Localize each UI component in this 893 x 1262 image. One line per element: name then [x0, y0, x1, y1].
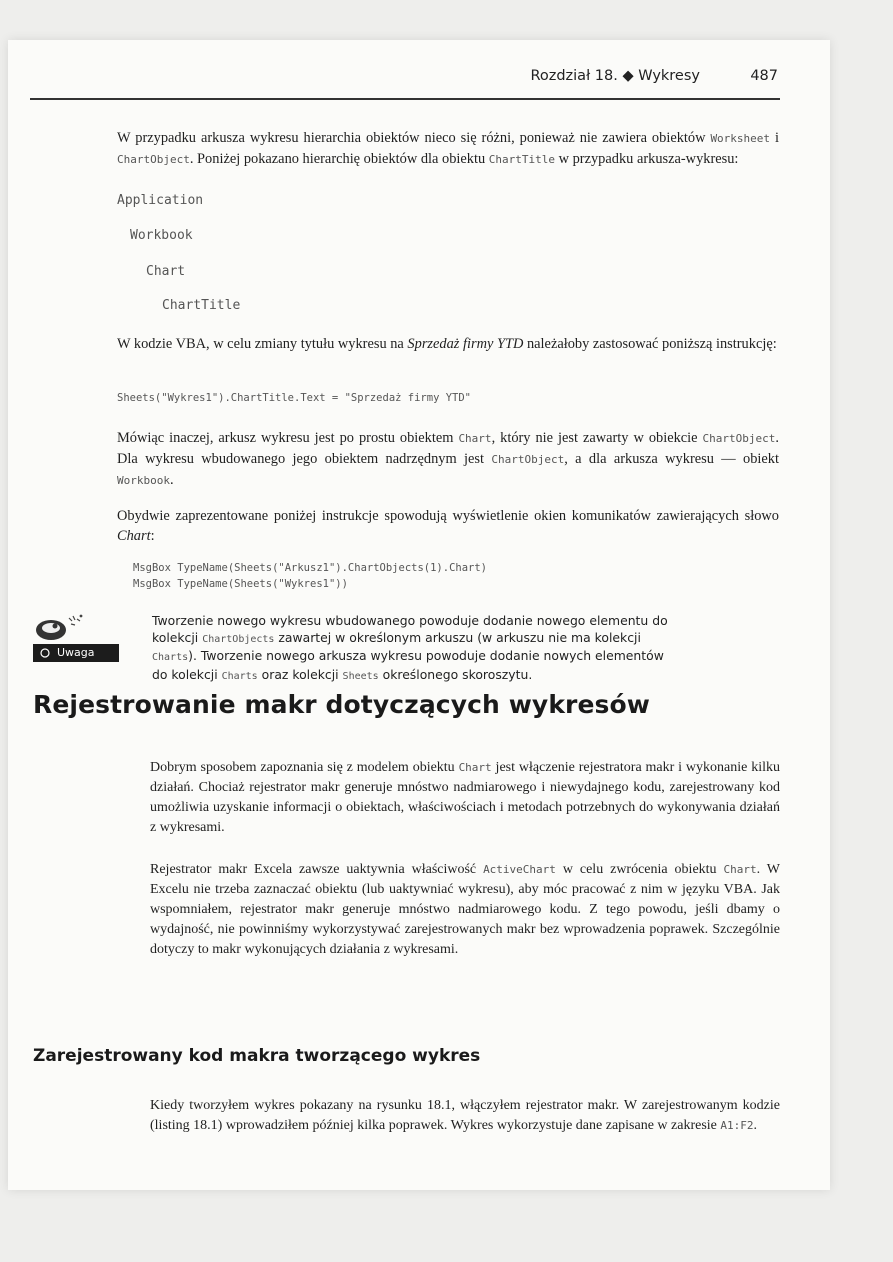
text: W kodzie VBA, w celu zmiany tytułu wykresu na: [117, 336, 408, 352]
code-term: Chart: [723, 863, 757, 876]
hierarchy-level-3: Chart: [146, 264, 186, 279]
code-term: Charts: [152, 652, 189, 663]
hierarchy-level-2: Workbook: [130, 228, 193, 243]
code-term: ChartObject: [117, 153, 190, 166]
hierarchy-level-4: ChartTitle: [162, 298, 241, 313]
code-term: Worksheet: [710, 132, 771, 145]
emphasis: Sprzedaż firmy YTD: [407, 336, 524, 352]
code-term: ChartTitle: [488, 153, 556, 166]
emphasis: Chart: [117, 528, 151, 544]
chapter-title: Rozdział 18. ◆ Wykresy: [530, 68, 700, 84]
code-term: ChartObject: [491, 453, 565, 466]
text: Tworzenie nowego wykresu wbudowanego powoduje dodanie nowego elementu do kolekcji: [152, 613, 668, 645]
text: . Dla wykresu wbudowanego jego obiektem nadrzędnym jest: [117, 430, 779, 467]
text: , a dla arkusza wykresu — obiekt: [564, 451, 779, 467]
code-term: Chart: [458, 761, 492, 774]
code-line: Sheets("Wykres1").ChartTitle.Text = "Sprzedaż firmy YTD": [117, 392, 472, 404]
code-term: ChartObjects: [202, 633, 275, 645]
text: .: [169, 472, 174, 488]
paragraph-4: [117, 506, 779, 546]
text: Mówiąc inaczej, arkusz wykresu jest po prostu obiektem: [117, 430, 459, 446]
text: zawartej w określonym arkuszu (w arkuszu nie ma kolekcji: [274, 629, 641, 645]
text: W przypadku arkusza wykresu hierarchia obiektów nieco się różni, ponieważ nie zawiera obiektów: [117, 130, 711, 146]
code-line: MsgBox TypeName(Sheets("Arkusz1").ChartObjects(1).Chart): [133, 562, 488, 574]
code-term: A1:F2: [720, 1119, 754, 1132]
code-term: Sheets: [342, 670, 379, 682]
text: :: [150, 528, 155, 544]
subsection-heading: Zarejestrowany kod makra tworzącego wykres: [33, 1046, 481, 1066]
paragraph-2: [117, 334, 779, 354]
text: w przypadku arkusza-wykresu:: [555, 151, 739, 167]
code-term: Workbook: [117, 474, 170, 487]
paragraph-3: [117, 428, 779, 491]
text: określonego skoroszytu.: [378, 666, 533, 682]
text: należałoby zastosować poniższą instrukcję:: [523, 336, 777, 352]
code-line: MsgBox TypeName(Sheets("Wykres1")): [133, 578, 348, 590]
text: Dobrym sposobem zapoznania się z modelem obiektu: [150, 760, 459, 775]
section-heading: Rejestrowanie makr dotyczących wykresów: [33, 690, 650, 719]
code-term: ChartObject: [702, 432, 776, 445]
text: i: [770, 130, 779, 146]
text: . W Excelu nie trzeba zaznaczać obiektu (lub uaktywniać wykresu), aby móc pracować z nim w języku VBA. Jak wspomniałem, rejestrator makr generuje mnóstwo nadmiarowego kodu. Z tego powodu, jeśli dbamy o wydajność, nie powinniśmy wykorzystywać zarejestrowanych makr bez wprowadzenia poprawek. Szczególnie dotyczy to makr wykonujących działania z wykresami.: [150, 862, 780, 957]
text: Obydwie zaprezentowane poniżej instrukcje spowodują wyświetlenie okien komunikatów zawierających słowo: [117, 508, 779, 524]
paragraph-5: [150, 758, 780, 838]
text: Kiedy tworzyłem wykres pokazany na rysunku 18.1, włączyłem rejestrator makr. W zarejestrowanym kodzie (listing 18.1) wprowadziłem później kilka poprawek. Wykres wykorzystuje dane zapisane w zakresie: [150, 1098, 780, 1133]
paragraph-7: [150, 1096, 780, 1136]
running-header: [30, 68, 780, 100]
page-number: 487: [750, 68, 778, 84]
code-term: Chart: [458, 432, 492, 445]
text: Rejestrator makr Excela zawsze uaktywnia właściwość: [150, 862, 484, 877]
text: . Poniżej pokazano hierarchię obiektów dla obiektu: [189, 151, 489, 167]
text: jest włączenie rejestratora makr i wykonanie kilku działań. Chociaż rejestrator makr generuje mnóstwo nadmiarowego i niewydajnego kodu, zarejestrowany kod umożliwia uzyskanie informacji o obiektach, właściwościach i metodach potrzebnych do wykonywania działań z wykresami.: [150, 760, 780, 835]
text: w celu zwrócenia obiektu: [555, 862, 724, 877]
text: ). Tworzenie nowego arkusza wykresu powoduje dodanie nowych elementów do kolekcji: [152, 648, 664, 682]
text: .: [753, 1118, 758, 1133]
code-term: ActiveChart: [483, 863, 556, 876]
code-term: Charts: [221, 670, 258, 682]
note-text: [152, 613, 672, 685]
hierarchy-level-1: Application: [117, 193, 204, 208]
paragraph-1: [117, 128, 779, 170]
note-icon: [33, 612, 119, 664]
note-label: Uwaga: [57, 646, 95, 659]
text: oraz kolekcji: [257, 666, 343, 682]
paragraph-6: [150, 860, 780, 960]
text: , który nie jest zawarty w obiekcie: [491, 430, 703, 446]
